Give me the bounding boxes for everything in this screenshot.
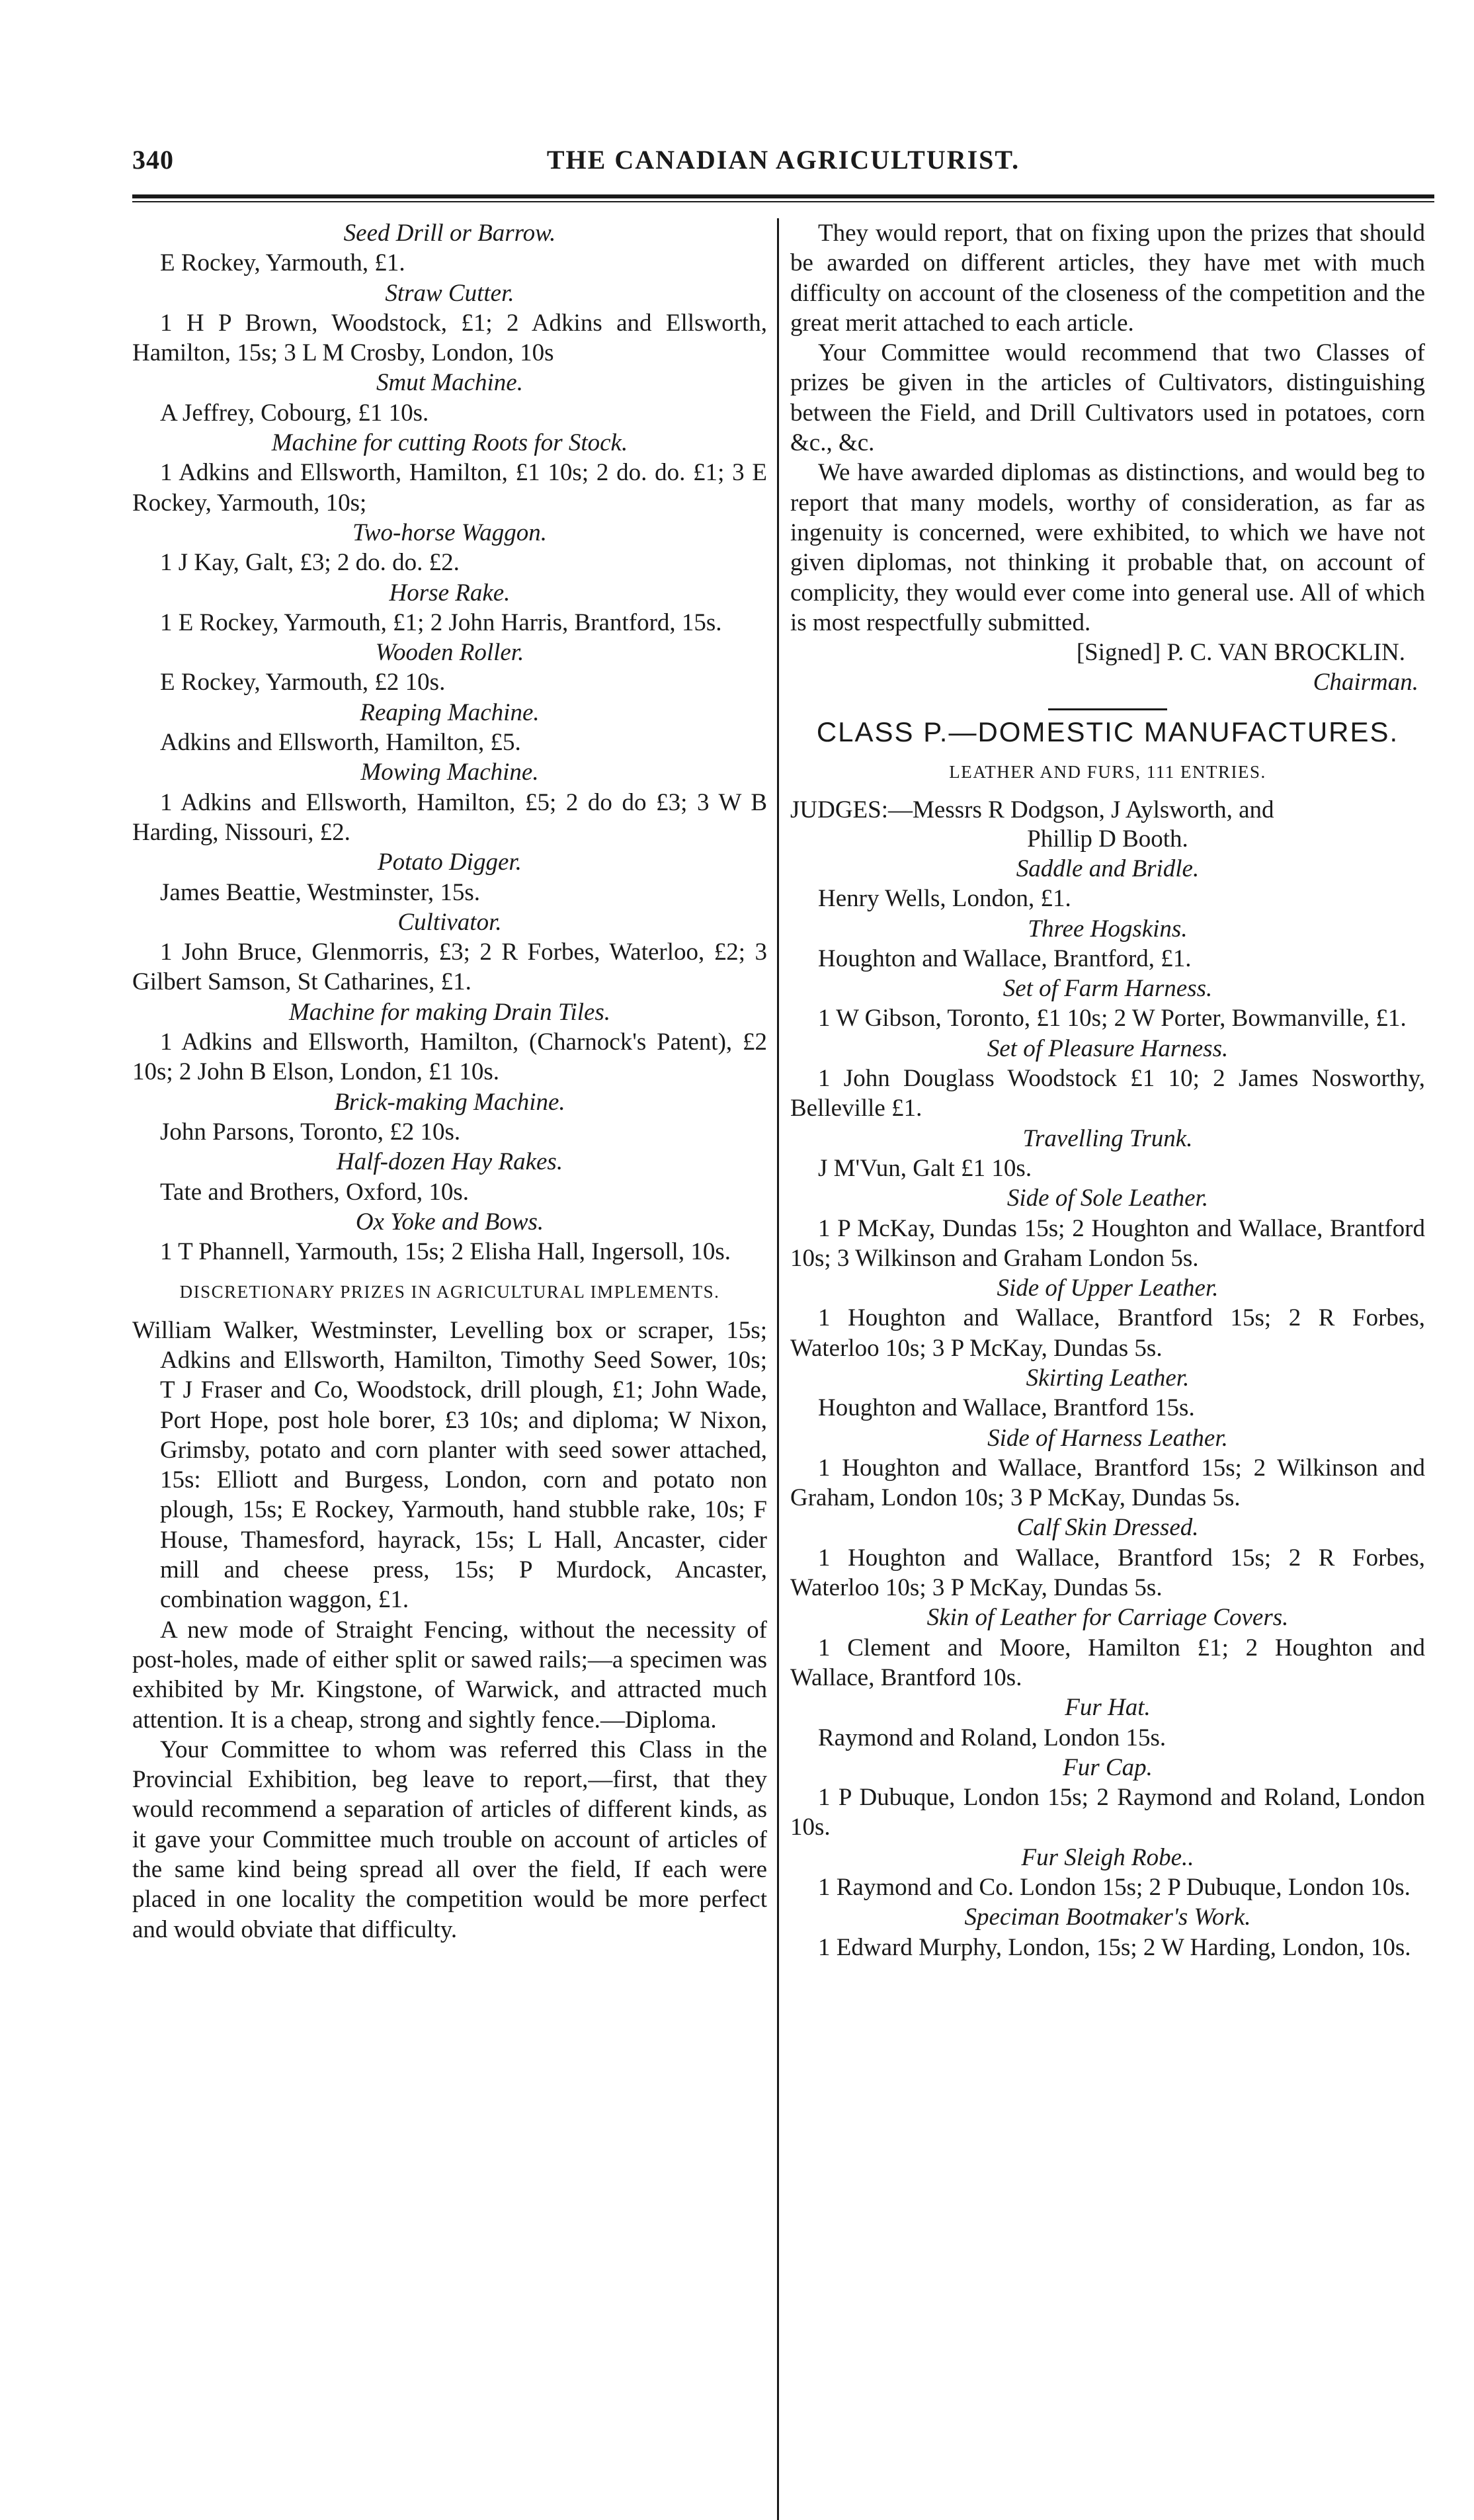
category-heading: Half-dozen Hay Rakes.: [336, 1148, 563, 1176]
prize-entry: 1 Houghton and Wallace, Brantford 15s; 2 R Forbes, Waterloo 10s; 3 P McKay, Dundas 5s.: [790, 1304, 1425, 1362]
prize-entry: 1 John Douglass Woodstock £1 10; 2 James Nosworthy, Belleville £1.: [790, 1065, 1425, 1122]
prize-entry: John Parsons, Toronto, £2 10s.: [160, 1118, 461, 1146]
category-heading: Straw Cutter.: [385, 279, 514, 307]
prize-entry: 1 Edward Murphy, London, 15s; 2 W Harding, London, 10s.: [818, 1933, 1411, 1961]
category-heading: Skirting Leather.: [1026, 1364, 1190, 1392]
prize-entry: 1 Adkins and Ellsworth, Hamilton, (Charnock's Patent), £2 10s; 2 John B Elson, London, £1 10s.: [132, 1029, 767, 1086]
prize-entry: 1 Adkins and Ellsworth, Hamilton, £5; 2 do do £3; 3 W B Harding, Nissouri, £2.: [132, 788, 767, 846]
category-heading: Wooden Roller.: [375, 639, 524, 667]
category-heading: Side of Sole Leather.: [1006, 1185, 1209, 1212]
prize-entry: Adkins and Ellsworth, Hamilton, £5.: [160, 729, 521, 757]
prize-entry: 1 W Gibson, Toronto, £1 10s; 2 W Porter, Bowmanville, £1.: [818, 1005, 1407, 1032]
prize-entry: 1 E Rockey, Yarmouth, £1; 2 John Harris, Brantford, 15s.: [160, 609, 722, 636]
class-title: CLASS P.—DOMESTIC MANUFACTURES.: [816, 716, 1399, 747]
prize-entry: E Rockey, Yarmouth, £1.: [160, 249, 405, 277]
category-heading: Set of Farm Harness.: [1003, 975, 1213, 1003]
right-column: [790, 218, 1425, 1962]
prize-entry: 1 J Kay, Galt, £3; 2 do. do. £2.: [160, 549, 460, 577]
prize-entry: 1 P McKay, Dundas 15s; 2 Houghton and Wallace, Brantford 10s; 3 Wilkinson and Graham London 5s.: [790, 1214, 1425, 1272]
prize-entry: 1 Raymond and Co. London 15s; 2 P Dubuque, London 10s.: [818, 1874, 1411, 1902]
prize-entry: E Rockey, Yarmouth, £2 10s.: [160, 669, 446, 696]
category-heading: Machine for cutting Roots for Stock.: [271, 429, 628, 457]
category-heading: Ox Yoke and Bows.: [355, 1208, 544, 1236]
section-rule: [1048, 708, 1167, 710]
category-heading: Speciman Bootmaker's Work.: [964, 1904, 1251, 1931]
prize-entry: Henry Wells, London, £1.: [818, 885, 1071, 913]
column-divider: [777, 218, 779, 2520]
running-title: THE CANADIAN AGRICULTURIST.: [546, 145, 1020, 175]
judges-line-continued: Phillip D Booth.: [1027, 825, 1188, 853]
category-heading: Seed Drill or Barrow.: [343, 220, 556, 247]
left-column: [132, 218, 767, 1945]
page-header: [132, 139, 1434, 185]
category-heading: Skin of Leather for Carriage Covers.: [926, 1604, 1289, 1632]
prize-entry: A Jeffrey, Cobourg, £1 10s.: [160, 399, 429, 427]
prize-entry: 1 P Dubuque, London 15s; 2 Raymond and Roland, London 10s.: [790, 1784, 1425, 1841]
category-heading: Travelling Trunk.: [1022, 1124, 1193, 1152]
prize-entry: Houghton and Wallace, Brantford 15s.: [818, 1394, 1195, 1422]
category-heading: Three Hogskins.: [1028, 915, 1188, 943]
prize-entry: James Beattie, Westminster, 15s.: [160, 878, 480, 906]
report-paragraph: We have awarded diplomas as distinctions, and would beg to report that many models, worthy of consideration, as far as ingenuity is concerned, were exhibited, to which we have not given diplomas, not thinking it probable that, on account of complicity, they would ever come into general use. All of which is most respectfully submitted.: [790, 459, 1425, 636]
report-paragraph: Your Committee would recommend that two Classes of prizes be given in the articles of Cultivators, distinguishing between the Field, and Drill Cultivators used in potatoes, corn &c., &c.: [790, 339, 1425, 457]
prize-entry: Houghton and Wallace, Brantford, £1.: [818, 945, 1192, 972]
category-heading: Fur Sleigh Robe..: [1021, 1843, 1194, 1871]
report-paragraph: A new mode of Straight Fencing, without the necessity of post-holes, made of either split or sawed rails;—a specimen was exhibited by Mr. Kingstone, of Warwick, and attracted much attention. It is a cheap, strong and sightly fence.—Diploma.: [132, 1616, 767, 1734]
category-heading: Fur Hat.: [1065, 1694, 1151, 1722]
section-heading: DISCRETIONARY PRIZES IN AGRICULTURAL IMPLEMENTS.: [179, 1282, 720, 1302]
prize-entry: 1 T Phannell, Yarmouth, 15s; 2 Elisha Hall, Ingersoll, 10s.: [160, 1238, 731, 1266]
category-heading: Saddle and Bridle.: [1016, 855, 1200, 882]
category-heading: Smut Machine.: [376, 369, 523, 397]
prize-entry: 1 Houghton and Wallace, Brantford 15s; 2 R Forbes, Waterloo 10s; 3 P McKay, Dundas 5s.: [790, 1544, 1425, 1602]
category-heading: Two-horse Waggon.: [352, 519, 547, 546]
report-paragraph: Your Committee to whom was referred this Class in the Provincial Exhibition, beg leave to report,—first, that they would recommend a separation of articles of different kinds, as it gave your Committee much trouble on account of articles of the same kind being spread all over the field, If each were placed in one locality the competition would be more perfect and would obviate that difficulty.: [132, 1736, 767, 1943]
prize-entry: J M'Vun, Galt £1 10s.: [818, 1154, 1032, 1182]
header-rule-thin: [132, 201, 1434, 202]
category-heading: Mowing Machine.: [360, 759, 539, 786]
prize-entry: 1 Clement and Moore, Hamilton £1; 2 Houghton and Wallace, Brantford 10s.: [790, 1634, 1425, 1691]
category-heading: Reaping Machine.: [360, 698, 540, 726]
prize-entry: 1 Houghton and Wallace, Brantford 15s; 2 Wilkinson and Graham, London 10s; 3 P McKay, Dundas 5s.: [790, 1454, 1425, 1512]
judges-line: JUDGES:—Messrs R Dodgson, J Aylsworth, and: [790, 796, 1274, 824]
prize-list: William Walker, Westminster, Levelling box or scraper, 15s; Adkins and Ellsworth, Hamilton, Timothy Seed Sower, 10s; T J Fraser and Co, Woodstock, drill plough, £1; John Wade, Port Hope, post hole borer, £3 10s; and diploma; W Nixon, Grimsby, potato and corn planter with seed sower attached, 15s: Elliott and Burgess, London, corn and potato non plough, 15s; E Rockey, Yarmouth, hand stubble rake, 10s; F House, Thamesford, hayrack, 15s; L Hall, Ancaster, cider mill and cheese press, 15s; P Murdock, Ancaster, combination waggon, £1.: [132, 1316, 767, 1614]
prize-entry: 1 John Bruce, Glenmorris, £3; 2 R Forbes, Waterloo, £2; 3 Gilbert Samson, St Catharines, £1.: [132, 939, 767, 996]
signature-line: [Signed] P. C. VAN BROCKLIN.: [1076, 639, 1405, 667]
category-heading: Side of Harness Leather.: [987, 1424, 1228, 1452]
category-heading: Cultivator.: [397, 908, 502, 936]
category-heading: Set of Pleasure Harness.: [987, 1034, 1229, 1062]
category-heading: Potato Digger.: [378, 849, 522, 876]
prize-entry: 1 H P Brown, Woodstock, £1; 2 Adkins and Ellsworth, Hamilton, 15s; 3 L M Crosby, London, 10s: [132, 309, 767, 367]
prize-entry: Tate and Brothers, Oxford, 10s.: [160, 1178, 469, 1206]
header-rule: [132, 194, 1434, 198]
category-heading: Fur Cap.: [1063, 1753, 1153, 1781]
signature-title: Chairman.: [1313, 669, 1418, 696]
category-heading: Brick-making Machine.: [334, 1088, 565, 1116]
category-heading: Horse Rake.: [389, 579, 511, 607]
prize-entry: Raymond and Roland, London 15s.: [818, 1724, 1167, 1751]
page-number: 340: [132, 145, 174, 175]
category-heading: Calf Skin Dressed.: [1016, 1514, 1199, 1542]
prize-entry: 1 Adkins and Ellsworth, Hamilton, £1 10s; 2 do. do. £1; 3 E Rockey, Yarmouth, 10s;: [132, 459, 767, 517]
category-heading: Machine for making Drain Tiles.: [288, 998, 611, 1026]
section-heading: LEATHER AND FURS, 111 ENTRIES.: [949, 762, 1266, 782]
report-paragraph: They would report, that on fixing upon the prizes that should be awarded on different articles, they have met with much difficulty on account of the closeness of the competition and the great merit attached to each article.: [790, 220, 1425, 337]
category-heading: Side of Upper Leather.: [997, 1275, 1219, 1302]
